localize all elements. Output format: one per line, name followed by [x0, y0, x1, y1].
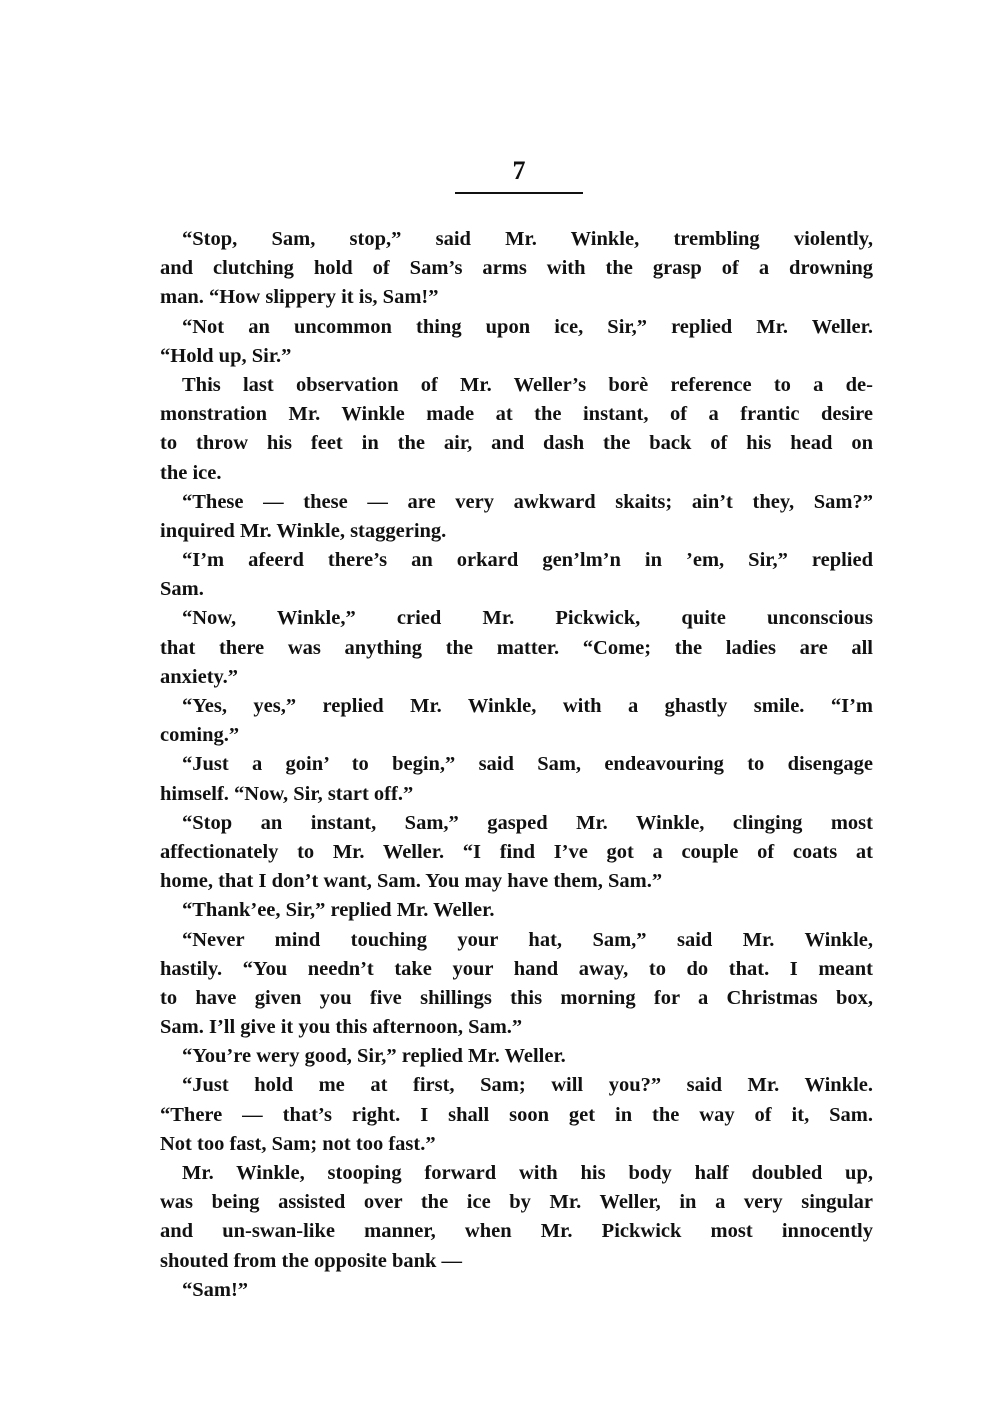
paragraph — [160, 313, 873, 371]
text-line: “Now, Winkle,” cried Mr. Pickwick, quite unconscious — [182, 607, 873, 630]
paragraph — [160, 1159, 873, 1276]
text-line: “These — these — are very awkward skaits; ain’t they, Sam?” — [182, 490, 873, 513]
text-line: “Just hold me at first, Sam; will you?” said Mr. Winkle. — [182, 1074, 873, 1097]
body-text — [160, 225, 873, 1305]
page-number-rule — [455, 192, 583, 194]
text-line: himself. “Now, Sir, start off.” — [160, 782, 414, 805]
paragraph — [160, 604, 873, 692]
paragraph — [160, 809, 873, 897]
text-line: “I’m afeerd there’s an orkard gen’lm’n in ’em, Sir,” replied — [182, 549, 873, 572]
text-line: that there was anything the matter. “Come; the ladies are all — [160, 636, 873, 659]
text-line: Sam. — [160, 578, 204, 601]
text-line: “Hold up, Sir.” — [160, 344, 292, 367]
text-line: and un-swan-like manner, when Mr. Pickwick most innocently — [160, 1220, 873, 1243]
text-line: home, that I don’t want, Sam. You may have them, Sam.” — [160, 870, 663, 893]
text-line: to throw his feet in the air, and dash the back of his head on — [160, 432, 873, 455]
text-line: “Stop an instant, Sam,” gasped Mr. Winkle, clinging most — [182, 811, 873, 834]
text-line: Sam. I’ll give it you this afternoon, Sam.” — [160, 1016, 523, 1039]
text-line: inquired Mr. Winkle, staggering. — [160, 519, 447, 542]
text-line: coming.” — [160, 724, 240, 747]
text-line: “Thank’ee, Sir,” replied Mr. Weller. — [182, 899, 495, 922]
paragraph — [160, 926, 873, 1043]
text-line: monstration Mr. Winkle made at the instant, of a frantic desire — [160, 403, 873, 426]
text-line: “Yes, yes,” replied Mr. Winkle, with a ghastly smile. “I’m — [182, 695, 873, 717]
text-line: “Just a goin’ to begin,” said Sam, endeavouring to disengage — [182, 753, 873, 776]
paragraph — [160, 225, 873, 313]
paragraph — [160, 371, 873, 488]
paragraph — [160, 1071, 873, 1159]
text-line: Not too fast, Sam; not too fast.” — [160, 1132, 436, 1155]
text-line: This last observation of Mr. Weller’s borè reference to a de- — [182, 373, 873, 396]
text-line: “You’re wery good, Sir,” replied Mr. Weller. — [182, 1045, 566, 1068]
text-line: was being assisted over the ice by Mr. Weller, in a very singular — [160, 1191, 873, 1214]
text-line: Mr. Winkle, stooping forward with his body half doubled up, — [182, 1162, 873, 1184]
text-line: “Sam!” — [182, 1278, 249, 1301]
text-line: shouted from the opposite bank — — [160, 1249, 463, 1272]
text-line: “Not an uncommon thing upon ice, Sir,” replied Mr. Weller. — [182, 315, 873, 338]
text-line: hastily. “You needn’t take your hand away, to do that. I meant — [160, 957, 873, 980]
text-line: the ice. — [160, 461, 222, 484]
text-line: “Never mind touching your hat, Sam,” said Mr. Winkle, — [182, 928, 873, 951]
paragraph — [160, 692, 873, 750]
paragraph — [160, 750, 873, 808]
paragraph — [160, 488, 873, 546]
paragraph — [160, 1276, 873, 1305]
page-number: 7 — [512, 156, 526, 185]
text-line: “There — that’s right. I shall soon get in the way of it, Sam. — [160, 1103, 873, 1126]
text-line: man. “How slippery it is, Sam!” — [160, 286, 439, 309]
text-line: to have given you five shillings this morning for a Christmas box, — [160, 986, 873, 1009]
text-line: anxiety.” — [160, 665, 239, 688]
paragraph — [160, 546, 873, 604]
text-line: affectionately to Mr. Weller. “I find I’ve got a couple of coats at — [160, 840, 873, 863]
text-line: and clutching hold of Sam’s arms with the grasp of a drowning — [160, 257, 873, 280]
text-line: “Stop, Sam, stop,” said Mr. Winkle, trembling violently, — [182, 228, 873, 250]
paragraph — [160, 896, 873, 925]
paragraph — [160, 1042, 873, 1071]
